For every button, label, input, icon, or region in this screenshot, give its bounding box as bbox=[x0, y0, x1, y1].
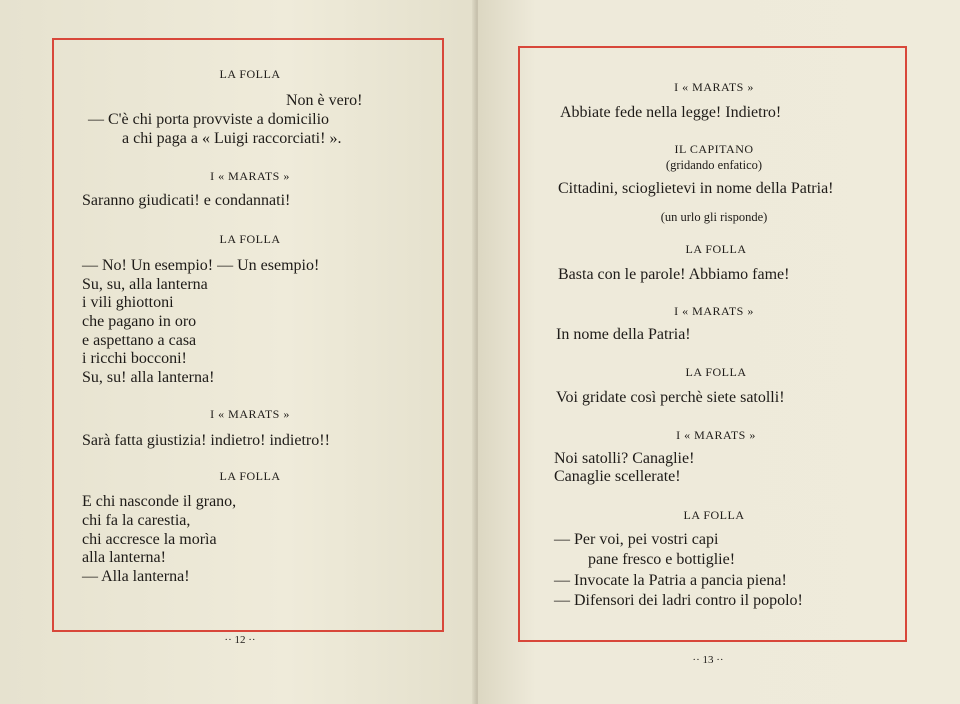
right-page-frame bbox=[518, 46, 907, 642]
page-number: ·· 12 ·· bbox=[224, 634, 256, 646]
verse-line: — No! Un esempio! — Un esempio! bbox=[82, 257, 320, 274]
verse-line: — Difensori dei ladri contro il popolo! bbox=[554, 592, 803, 609]
verse-line: che pagano in oro bbox=[82, 313, 197, 330]
speaker-label: LA FOLLA bbox=[683, 508, 745, 522]
left-page bbox=[0, 0, 478, 704]
verse-line: In nome della Patria! bbox=[556, 326, 691, 343]
verse-line: Cittadini, scioglietevi in nome della Patria! bbox=[558, 180, 834, 197]
stage-direction: (gridando enfatico) bbox=[665, 158, 763, 172]
verse-line: i ricchi bocconi! bbox=[82, 350, 187, 367]
verse-line: — C'è chi porta provviste a domicilio bbox=[88, 111, 330, 128]
verse-line: Basta con le parole! Abbiamo fame! bbox=[558, 266, 790, 283]
verse-line: Su, su, alla lanterna bbox=[82, 276, 208, 293]
speaker-label: I « MARATS » bbox=[674, 304, 754, 318]
verse-line: Su, su! alla lanterna! bbox=[82, 369, 215, 386]
verse-line: — Per voi, pei vostri capi bbox=[554, 531, 719, 548]
right-page bbox=[478, 0, 960, 704]
verse-line: — Invocate la Patria a pancia piena! bbox=[554, 572, 787, 589]
verse-line: i vili ghiottoni bbox=[82, 294, 174, 311]
verse-line: pane fresco e bottiglie! bbox=[588, 551, 736, 568]
speaker-label: I « MARATS » bbox=[674, 80, 754, 94]
verse-line: Canaglie scellerate! bbox=[554, 468, 681, 485]
verse-line: Noi satolli? Canaglie! bbox=[554, 450, 695, 467]
speaker-label: LA FOLLA bbox=[219, 232, 281, 246]
speaker-label: I « MARATS » bbox=[676, 428, 756, 442]
speaker-label: LA FOLLA bbox=[685, 242, 747, 256]
verse-line: Voi gridate così perchè siete satolli! bbox=[556, 389, 785, 406]
verse-line: chi fa la carestia, bbox=[82, 512, 191, 529]
verse-line: chi accresce la morìa bbox=[82, 531, 217, 548]
verse-line: Sarà fatta giustizia! indietro! indietro!! bbox=[82, 432, 330, 449]
verse-line: e aspettano a casa bbox=[82, 332, 197, 349]
speaker-label: I « MARATS » bbox=[210, 169, 290, 183]
speaker-label: LA FOLLA bbox=[219, 67, 281, 81]
verse-line: a chi paga a « Luigi raccorciati! ». bbox=[122, 130, 342, 147]
speaker-label: LA FOLLA bbox=[685, 365, 747, 379]
page-number: ·· 13 ·· bbox=[692, 654, 724, 666]
stage-direction: (un urlo gli risponde) bbox=[660, 210, 768, 224]
verse-line: Abbiate fede nella legge! Indietro! bbox=[560, 104, 782, 121]
speaker-label: LA FOLLA bbox=[219, 469, 281, 483]
speaker-label: I « MARATS » bbox=[210, 407, 290, 421]
verse-line: E chi nasconde il grano, bbox=[82, 493, 237, 510]
verse-line: — Alla lanterna! bbox=[82, 568, 190, 585]
verse-line: Non è vero! bbox=[286, 92, 363, 109]
verse-line: Saranno giudicati! e condannati! bbox=[82, 192, 291, 209]
speaker-label: IL CAPITANO bbox=[674, 142, 754, 156]
left-page-frame bbox=[52, 38, 444, 632]
verse-line: alla lanterna! bbox=[82, 549, 166, 566]
